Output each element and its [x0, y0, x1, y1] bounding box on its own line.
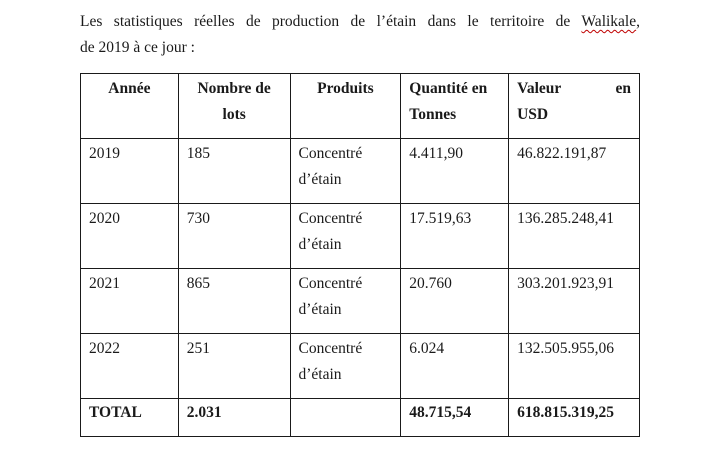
cell-produit: Concentré d’étain	[290, 139, 401, 204]
header-en-word: en	[615, 80, 631, 97]
total-label: TOTAL	[81, 399, 179, 437]
header-valeur-word: Valeur	[517, 80, 562, 97]
header-valeur-line1	[517, 76, 631, 102]
cell-quantite: 17.519,63	[401, 204, 509, 269]
cell-lots: 185	[178, 139, 290, 204]
cell-valeur: 132.505.955,06	[509, 334, 640, 399]
header-quantite: Quantité en Tonnes	[401, 74, 509, 139]
table-row	[81, 334, 640, 399]
table-row	[81, 269, 640, 334]
intro-text: Les statistiques réelles de production de l’étain dans le territoire de	[80, 13, 582, 30]
header-produits: Produits	[290, 74, 401, 139]
header-usd-word: USD	[517, 106, 549, 123]
total-lots: 2.031	[178, 399, 290, 437]
cell-lots: 251	[178, 334, 290, 399]
cell-valeur: 303.201.923,91	[509, 269, 640, 334]
cell-produit: Concentré d’étain	[290, 334, 401, 399]
cell-annee: 2019	[81, 139, 179, 204]
production-table	[80, 73, 640, 437]
cell-lots: 730	[178, 204, 290, 269]
total-valeur: 618.815.319,25	[509, 399, 640, 437]
cell-quantite: 20.760	[401, 269, 509, 334]
cell-valeur: 46.822.191,87	[509, 139, 640, 204]
cell-valeur: 136.285.248,41	[509, 204, 640, 269]
table-row	[81, 139, 640, 204]
cell-lots: 865	[178, 269, 290, 334]
table-header-row	[81, 74, 640, 139]
intro-paragraph	[80, 9, 640, 61]
total-produit	[290, 399, 401, 437]
cell-produit: Concentré d’étain	[290, 269, 401, 334]
intro-line-2: de 2019 à ce jour :	[80, 39, 195, 56]
cell-annee: 2022	[81, 334, 179, 399]
cell-quantite: 4.411,90	[401, 139, 509, 204]
total-quantite: 48.715,54	[401, 399, 509, 437]
cell-quantite: 6.024	[401, 334, 509, 399]
header-annee: Année	[81, 74, 179, 139]
cell-produit: Concentré d’étain	[290, 204, 401, 269]
intro-comma: ,	[636, 13, 640, 30]
cell-annee: 2020	[81, 204, 179, 269]
spellcheck-flagged-word[interactable]: Walikale	[581, 13, 637, 30]
intro-line-1	[80, 9, 640, 35]
table-total-row	[81, 399, 640, 437]
header-valeur	[509, 74, 640, 139]
header-lots: Nombre de lots	[178, 74, 290, 139]
cell-annee: 2021	[81, 269, 179, 334]
table-row	[81, 204, 640, 269]
